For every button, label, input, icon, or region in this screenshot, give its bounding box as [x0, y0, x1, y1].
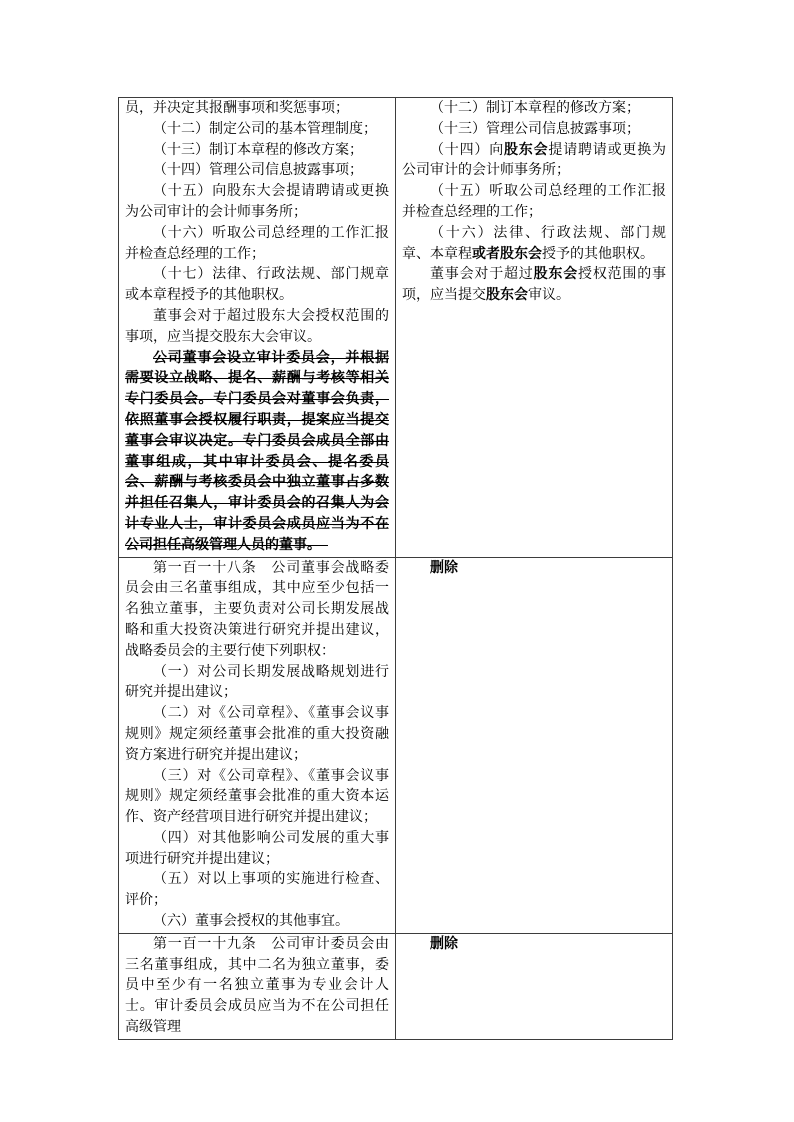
- original-text-cell: [119, 933, 396, 1039]
- text-segment: （十二）制订本章程的修改方案；: [430, 101, 640, 116]
- paragraph: [125, 559, 389, 663]
- text-segment: 授予的其他职权。: [542, 246, 654, 262]
- original-text-cell: [119, 98, 396, 558]
- text-segment: （五）对以上事项的实施进行检查、评价；: [125, 872, 389, 909]
- text-segment: （十二）制定公司的基本管理制度；: [153, 121, 377, 137]
- text-segment: 第一百一十九条 公司审计委员会由三名董事组成，其中二名为独立董事，委员中至少有一名独立董事为专业会计人士。审计委员会成员应当为不在公司担任高级管理: [125, 936, 389, 1036]
- text-segment: 删除: [430, 936, 458, 952]
- paragraph: [125, 912, 389, 933]
- paragraph: [402, 120, 666, 141]
- text-segment: （十六）听取公司总经理的工作汇报并检查总经理的工作；: [125, 225, 389, 262]
- paragraph: [125, 829, 389, 871]
- text-segment: 审议。: [528, 288, 570, 304]
- paragraph: [402, 559, 666, 580]
- text-segment: 删除: [430, 560, 458, 576]
- paragraph: [125, 349, 389, 557]
- original-text-cell: [119, 557, 396, 933]
- paragraph: [125, 663, 389, 705]
- text-segment: （十五）听取公司总经理的工作汇报并检查总经理的工作；: [402, 184, 666, 220]
- text-segment: [314, 538, 328, 553]
- paragraph: [402, 224, 666, 266]
- paragraph: [125, 935, 389, 1039]
- paragraph: [125, 182, 389, 224]
- revised-text-cell: [396, 933, 673, 1039]
- text-segment: （十三）管理公司信息披露事项；: [430, 121, 640, 137]
- paragraph: [402, 141, 666, 183]
- paragraph: [125, 161, 389, 182]
- paragraph: [125, 704, 389, 766]
- paragraph: [125, 99, 389, 120]
- paragraph: [125, 265, 389, 307]
- text-segment: 董事会对于超过股东大会授权范围的事项，应当提交股东大会审议。: [125, 308, 389, 345]
- text-segment: 公司董事会设立审计委员会，并根据需要设立战略、提名、薪酬与考核等相关专门委员会。专门委员会对董事会负责，依照董事会授权履行职责，提案应当提交董事会审议决定。专门委员会成员全部由董事组成，其中审计委员会、提名委员会、薪酬与考核委员会中独立董事占多数并担任召集人，审计委员会的召集人为会计专业人士，审计委员会成员应当为不在公司担任高级管理人员的董事。: [125, 350, 389, 553]
- revised-text-cell: [396, 557, 673, 933]
- text-segment: （十四）向: [430, 142, 504, 158]
- paragraph: [125, 120, 389, 141]
- text-segment: （十三）制订本章程的修改方案；: [153, 142, 363, 158]
- text-segment: （四）对其他影响公司发展的重大事项进行研究并提出建议；: [125, 830, 389, 867]
- paragraph: [125, 224, 389, 266]
- table-row: [119, 933, 673, 1039]
- paragraph: [125, 307, 389, 349]
- text-segment: （一）对公司长期发展战略规划进行研究并提出建议；: [125, 664, 389, 701]
- text-segment: （十六）法律、行政法规、部门规章、本章程: [402, 225, 666, 262]
- text-segment: 股东会: [504, 142, 549, 158]
- text-segment: 股东会: [533, 267, 579, 283]
- text-segment: 授权范围的事项，应当提交: [402, 267, 667, 304]
- revision-comparison-table: [118, 97, 673, 1040]
- text-segment: （十四）管理公司信息披露事项；: [153, 163, 363, 179]
- text-segment: 董事会对于超过: [430, 267, 534, 283]
- paragraph: [402, 265, 666, 307]
- text-segment: 股东会: [486, 288, 528, 304]
- text-segment: （六）董事会授权的其他事宜。: [153, 914, 349, 930]
- revised-text-cell: [396, 98, 673, 558]
- table-row: [119, 557, 673, 933]
- text-segment: （十五）向股东大会提请聘请或更换为公司审计的会计师事务所；: [125, 184, 389, 220]
- paragraph: [402, 935, 666, 956]
- text-segment: （三）对《公司章程》、《董事会议事规则》规定须经董事会批准的重大资本运作、资产经营项目进行研究并提出建议；: [125, 768, 389, 826]
- text-segment: （十七）法律、行政法规、部门规章或本章程授予的其他职权。: [125, 267, 389, 304]
- paragraph: [402, 99, 666, 120]
- paragraph: [125, 870, 389, 912]
- text-segment: 或者股东会: [472, 246, 542, 262]
- paragraph: [125, 767, 389, 829]
- paragraph: [125, 141, 389, 162]
- text-segment: （二）对《公司章程》、《董事会议事规则》规定须经董事会批准的重大投资融资方案进行研究并提出建议；: [125, 706, 389, 763]
- text-segment: 第一百一十八条 公司董事会战略委员会由三名董事组成，其中应至少包括一名独立董事，主要负责对公司长期发展战略和重大投资决策进行研究并提出建议，战略委员会的主要行使下列职权：: [125, 560, 389, 659]
- table-row: [119, 98, 673, 558]
- text-segment: 提请聘请或更换为公司审计的会计师事务所；: [402, 142, 667, 179]
- paragraph: [402, 182, 666, 224]
- text-segment: 员，并决定其报酬事项和奖惩事项；: [125, 101, 349, 116]
